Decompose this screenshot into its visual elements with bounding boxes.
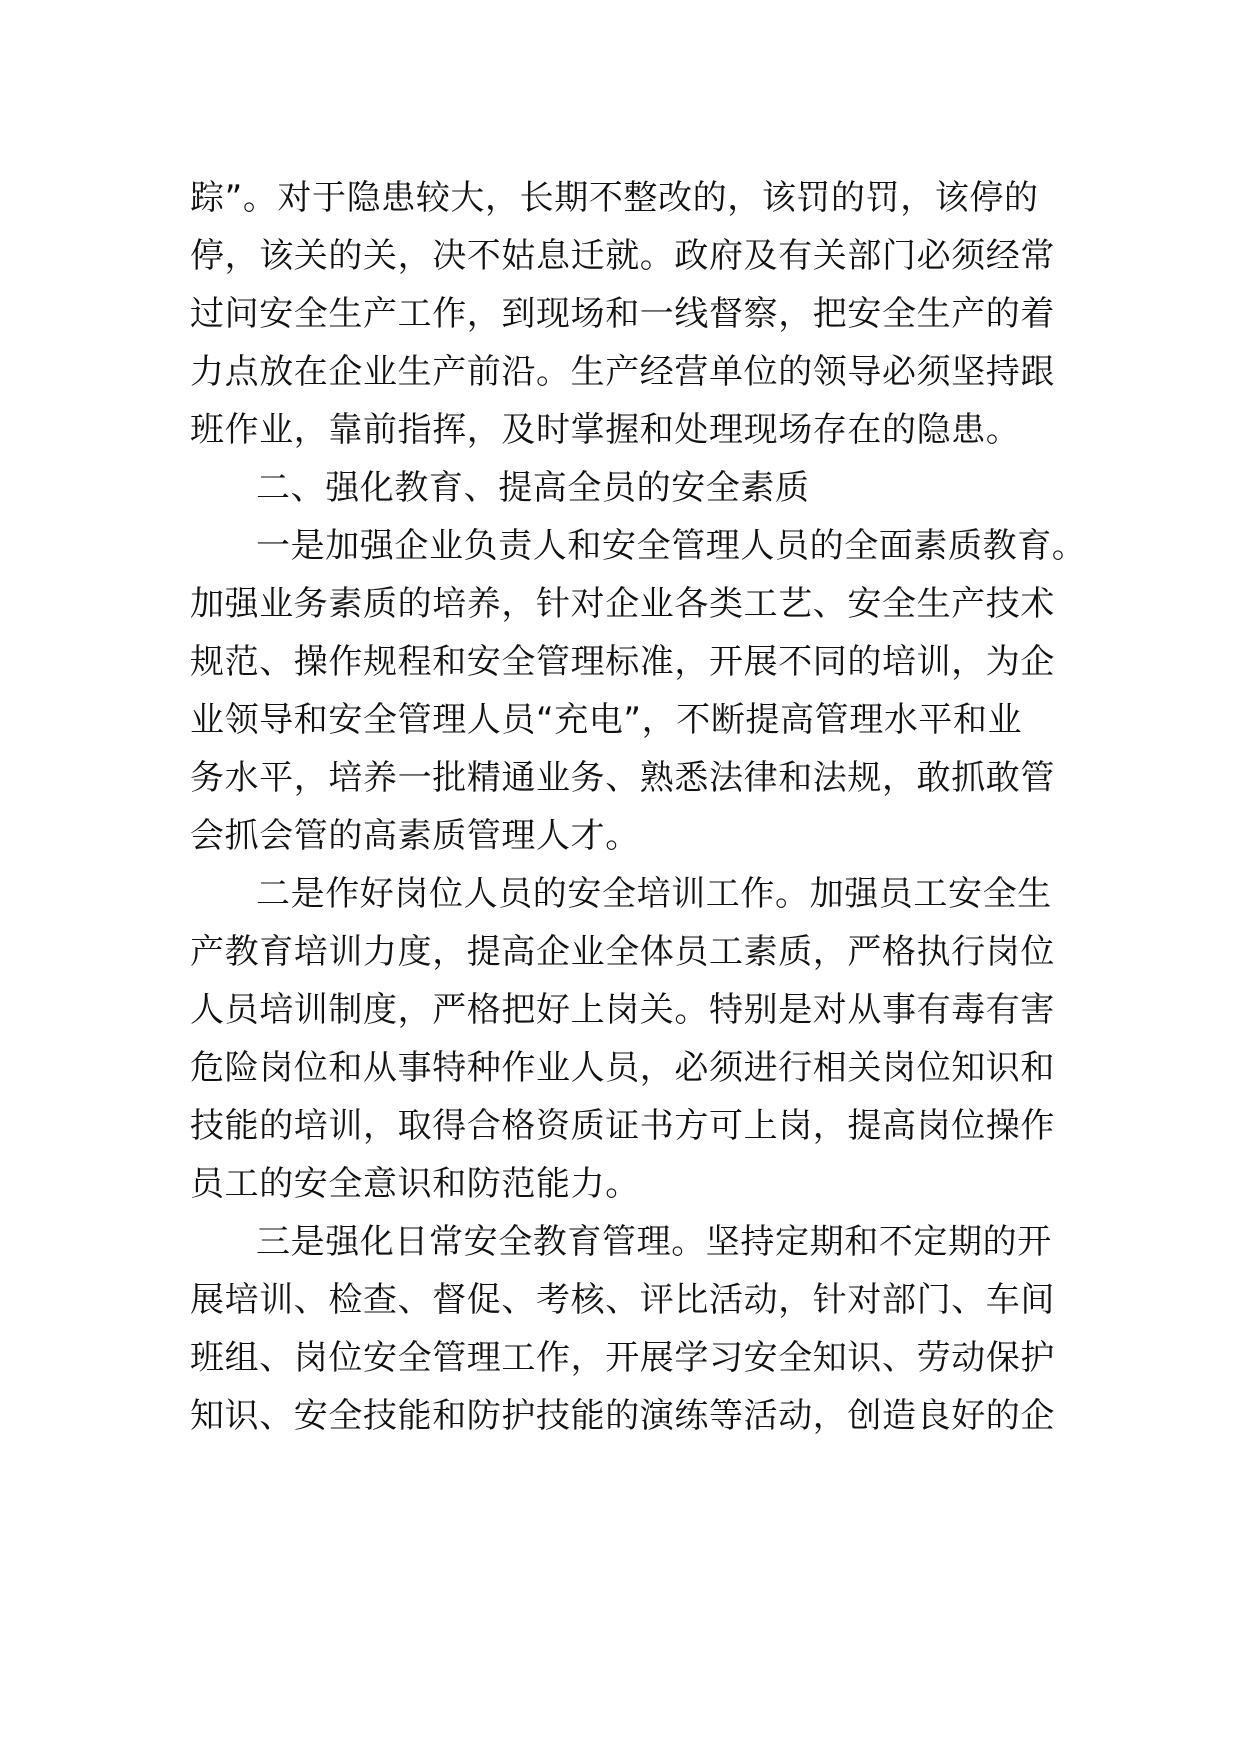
paragraph-lead-line: 三是强化日常安全教育管理。坚持定期和不定期的开: [256, 1222, 1052, 1262]
body-text-line: 产教育培训力度，提高企业全体员工素质，严格执行岗位: [190, 932, 1055, 972]
body-text-line: 员工的安全意识和防范能力。: [190, 1164, 640, 1204]
body-text-line: 力点放在企业生产前沿。生产经营单位的领导必须坚持跟: [190, 352, 1055, 392]
body-text-line: 知识、安全技能和防护技能的演练等活动，创造良好的企: [190, 1396, 1055, 1436]
body-text-line: 加强业务素质的培养，针对企业各类工艺、安全生产技术: [190, 584, 1055, 624]
body-text-line: 危险岗位和从事特种作业人员，必须进行相关岗位知识和: [190, 1048, 1055, 1088]
body-text-line: 班作业，靠前指挥，及时掌握和处理现场存在的隐患。: [190, 410, 1021, 450]
section-heading: 二、强化教育、提高全员的安全素质: [256, 468, 810, 508]
body-text-line: 规范、操作规程和安全管理标准，开展不同的培训，为企: [190, 642, 1055, 682]
body-text-line: 人员培训制度，严格把好上岗关。特别是对从事有毒有害: [190, 990, 1055, 1030]
paragraph-lead-line: 二是作好岗位人员的安全培训工作。加强员工安全生: [256, 874, 1052, 914]
body-text-line: 班组、岗位安全管理工作，开展学习安全知识、劳动保护: [190, 1338, 1055, 1378]
paragraph-lead-line: 一是加强企业负责人和安全管理人员的全面素质教育。: [256, 526, 1087, 566]
body-text-line: 踪”。对于隐患较大，长期不整改的，该罚的罚，该停的: [190, 178, 1039, 218]
body-text-line: 停，该关的关，决不姑息迁就。政府及有关部门必须经常: [190, 236, 1055, 276]
body-text-line: 业领导和安全管理人员“充电”，不断提高管理水平和业: [190, 700, 1023, 740]
body-text-line: 展培训、检查、督促、考核、评比活动，针对部门、车间: [190, 1280, 1055, 1320]
body-text-line: 过问安全生产工作，到现场和一线督察，把安全生产的着: [190, 294, 1055, 334]
body-text-line: 务水平，培养一批精通业务、熟悉法律和法规，敢抓敢管: [190, 758, 1055, 798]
body-text-line: 会抓会管的高素质管理人才。: [190, 816, 640, 856]
body-text-line: 技能的培训，取得合格资质证书方可上岗，提高岗位操作: [190, 1106, 1055, 1146]
